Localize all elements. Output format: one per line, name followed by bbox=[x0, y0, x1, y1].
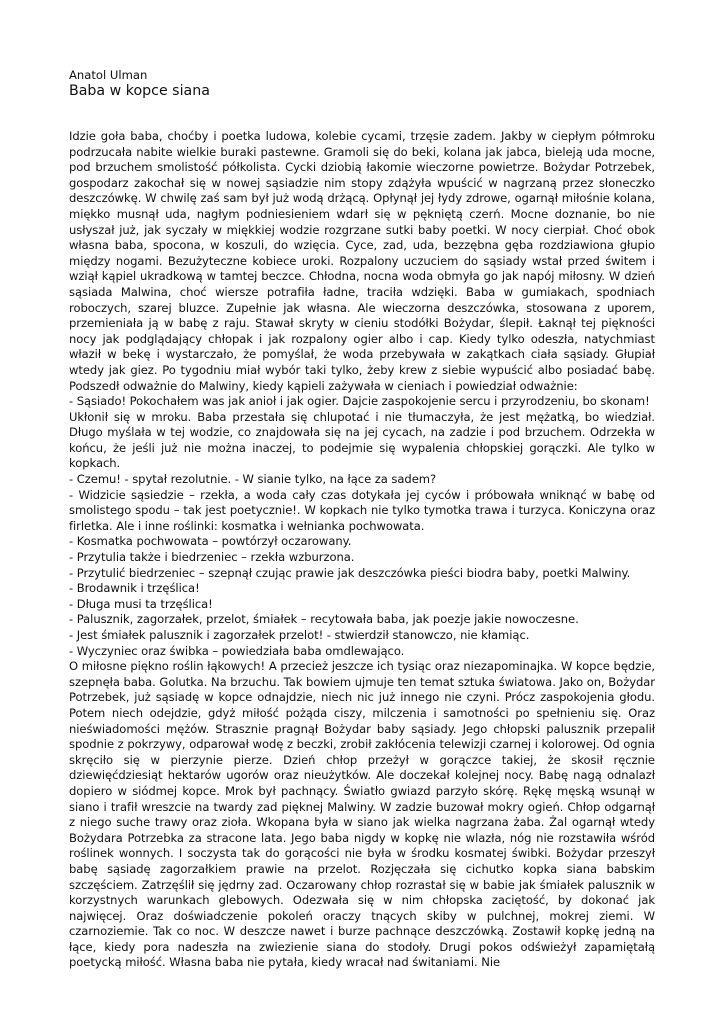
paragraph: - Kosmatka pochwowata – powtórzył oczarowany. bbox=[69, 534, 352, 549]
author-name: Anatol Ulman bbox=[69, 68, 148, 82]
paragraph: Idzie goła baba, choćby i poetka ludowa, kolebie cycami, trzęsie zadem. Jakby w ciepłym półmroku podrzucała nabite wielkie buraki pastewne. Gramoli się do beki, kolana jak jabca, bieleją uda mocne, pod brzuchem smolistość półkolista. Cycki dziobią łakomie wieczorne powietrze. Bożydar Potrzebek, gospodarz zakochał się w nowej sąsiadzie nim stopy zdążyła wpuścić w nagrzaną przez słoneczko deszczówkę. W chwilę zaś sam był już wodą drżącą. Opłynął jej łydy zdrowe, ogarnął miłośnie kolana, miękko musnął uda, nagłym podniesieniem wdarł się w pękniętą czerń. Mocne doznanie, bo nie usłyszał już, jak syczały w miękkiej wodzie rozgrzane sutki baby poetki. W nocy cierpiał. Choć obok własna baba, spocona, w koszuli, do wzięcia. Cyce, zad, uda, bezzębna gęba rozdziawiona głupio między nogami. Bezużyteczne kobiece uroki. Rozpalony uczuciem do sąsiady wstał przed świtem i wziął kąpiel ukradkową w tamtej beczce. Chłodna, nocna woda obmyła go jak napój miłosny. W dzień sąsiada Malwina, choć wiersze potrafiła ładne, traciła wdzięki. Baba w gumiakach, spodniach roboczych, szarej bluzce. Zupełnie jak własna. Ale wieczorna deszczówka, stosowana z uporem, przemieniała ją w babę z raju. Stawał skryty w cieniu stodółki Bożydar, ślepił. Łaknął tej piękności nocy jak podglądający chłopak i jak rozpalony ogier albo i cap. Kiedy tylko odeszła, natychmiast właził w bekę i wystarczało, że pomyślał, że woda przebywała w zakątkach ciała sąsiady. Głupiał wtedy jak giez. Po tygodniu miał wybór taki tylko, żeby krew z siebie wypuścić albo posiadać babę. Podszedł odważnie do Malwiny, kiedy kąpieli zażywała w cieniach i powiedział odważnie: bbox=[69, 129, 655, 393]
paragraph: - Jest śmiałek palusznik i zagorzałek przelot! - stwierdził stanowczo, nie kłamiąc. bbox=[69, 628, 530, 642]
paragraph: - Czemu! - spytał rezolutnie. - W sianie tylko, na łące za sadem? bbox=[69, 472, 437, 487]
paragraph: - Przytulić biedrzeniec – szepnął czując prawie jak deszczówka pieści biodra baby, poetki Malwiny. bbox=[69, 565, 631, 580]
paragraph: O miłosne piękno roślin łąkowych! A przecież jeszcze ich tysiąc oraz niezapominajka. W kopce będzie, szepnęła baba. Golutka. Na brzuchu. Tak bowiem ujmuje ten temat sztuka światowa. Jako on, Bożydar Potrzebek, już sąsiadę w kopce odnajdzie, niech nic już innego nie czyni. Prócz zaspokojenia głodu. Potem niech odejdzie, gdyż miłość pożąda ciszy, milczenia i samotności po spełnieniu się. Oraz nieświadomości mężów. Strasznie pragnął Bożydar baby sąsiady. Jego chłopski palusznik przepalił spodnie z pokrzywy, odparował wodę z beczki, zrobił zakłócenia telewizji czarnej i kolorowej. Od ognia skręciło się w pierzynie pierze. Dzień chłop przeżył w gorączce takiej, że skosił ręcznie dziewięćdziesiąt hektarów ugorów oraz nieużytków. Ale doczekał kolejnej nocy. Babę nagą odnalazł dopiero w siódmej kopce. Mrok był pachnący. Światło gwiazd parzyło skórę. Rękę męską wsunął w siano i trafił wreszcie na twardy zad pięknej Malwiny. W zadzie buzował mokry ogień. Chłop odgarnął z niego suche trawy oraz zioła. Wkopana była w siano jak wielka nagrzana żaba. Żal ogarnął wtedy Bożydara Potrzebka za stracone lata. Jego baba nigdy w kopkę nie wlazła, nóg nie rozstawiła wśród roślinek wonnych. I soczysta tak do gorącości nie była w środku kosmatej świbki. Bożydar przeszył babę sąsiadę zagorzałkiem prawie na przelot. Rozjęczała się cichutko kopka siana babskim szczęściem. Zatrzęślił się jędrny zad. Oczarowany chłop rozrastał się w babie jak śmiałek palusznik w korzystnych warunkach glebowych. Odezwała się w nim chłopska zaciętość, by dokonać jak najwięcej. Oraz doświadczenie pokoleń oraczy tnących skiby w pulchnej, mokrej ziemi. W czarnoziemie. Tak co noc. W deszcze nawet i burze pachnące deszczówką. Zostawił kopkę jedną na łące, kiedy pora nadeszła na zwiezienie siana do stodoły. Drugi pokos odświeżył zapamiętałą poetycką miłość. Własna baba nie pytała, kiedy wracał nad świtaniami. Nie bbox=[69, 659, 655, 970]
paragraph: - Sąsiado! Pokochałem was jak anioł i jak ogier. Dajcie zaspokojenie sercu i przyrodzeniu, bo skonam! bbox=[69, 394, 650, 409]
paragraph: - Palusznik, zagorzałek, przelot, śmiałek – recytowała baba, jak poezje jakie nowoczesne. bbox=[69, 612, 579, 627]
paragraph: - Brodawnik i trzęślica! bbox=[69, 581, 200, 596]
paragraph: - Długa musi ta trzęślica! bbox=[69, 596, 213, 611]
paragraph: - Wyczyniec oraz świbka – powiedziała baba omdlewająco. bbox=[69, 643, 405, 658]
document-body bbox=[69, 129, 655, 971]
document-title: Baba w kopce siana bbox=[69, 83, 210, 99]
document-page bbox=[69, 68, 655, 971]
paragraph: Ukłonił się w mroku. Baba przestała się chlupotać i nie tłumaczyła, że jest mężatką, bo wiedział. Długo myślała w tej wodzie, co znajdowała się na jej cycach, na zadzie i pod brzuchem. Odrzekła w końcu, że jeśli już nie można inaczej, to podejmie się wypalenia chłopskiej gorączki. Ale tylko w kopkach. bbox=[69, 409, 655, 471]
paragraph: - Widzicie sąsiedzie – rzekła, a woda cały czas dotykała jej cyców i próbowała wniknąć w babę od smolistego spodu – tak jest poetycznie!. W kopkach nie tylko tymotka trawa i turzyca. Koniczyna oraz firletka. Ale i inne roślinki: kosmatka i wełnianka pochwowata. bbox=[69, 487, 655, 533]
paragraph: - Przytulia także i biedrzeniec – rzekła wzburzona. bbox=[69, 550, 355, 565]
